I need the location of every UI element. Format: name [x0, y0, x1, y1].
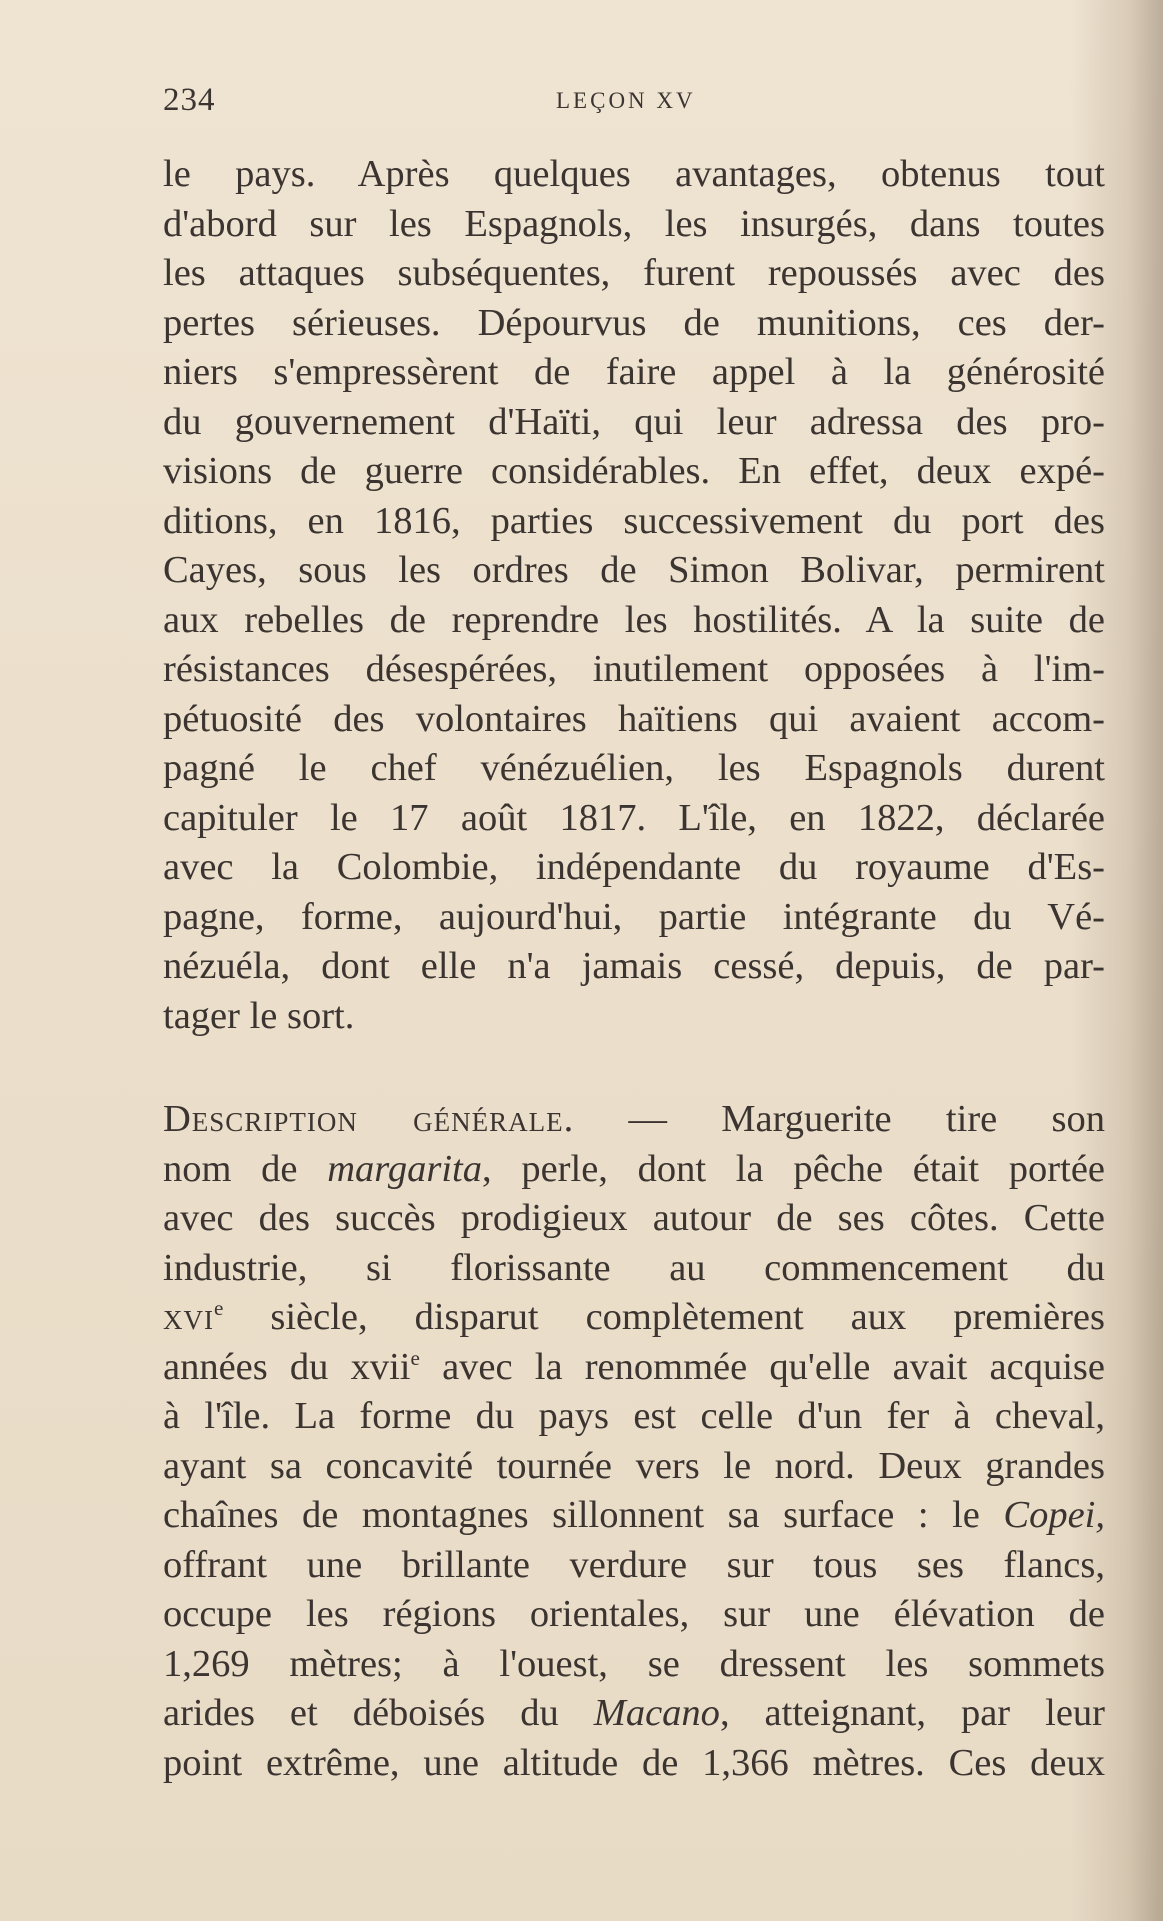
text-line: offrant une brillante verdure sur tous ses flancs,: [163, 1543, 1105, 1586]
text-line: chaînes de montagnes sillonnent sa surface : le Copei,: [163, 1494, 1105, 1536]
text-line: pagné le chef vénézuélien, les Espagnols durent: [163, 747, 1105, 789]
page-header: [163, 82, 723, 122]
text-line: Cayes, sous les ordres de Simon Bolivar, permirent: [163, 549, 1105, 591]
text-line: xvi$^e$ siècle, disparut complètement aux premières: [163, 1296, 1105, 1338]
text-line: avec la Colombie, indépendante du royaume d'Es-: [163, 846, 1105, 888]
text-line: ditions, en 1816, parties successivement du port des: [163, 499, 1105, 542]
text-line: pertes sérieuses. Dépourvus de munitions, ces der-: [163, 301, 1105, 344]
text-line: 1,269 mètres; à l'ouest, se dressent les sommets: [163, 1642, 1105, 1685]
text-line: résistances désespérées, inutilement opposées à l'im-: [163, 648, 1105, 690]
text-line: occupe les régions orientales, sur une élévation de: [163, 1593, 1105, 1635]
text-line: pétuosité des volontaires haïtiens qui avaient accom-: [163, 697, 1105, 740]
text-line: le pays. Après quelques avantages, obtenus tout: [163, 153, 1105, 195]
text-line: pagne, forme, aujourd'hui, partie intégrante du Vé-: [163, 895, 1105, 938]
italic-term: Macano: [593, 1692, 720, 1734]
page-number: 234: [163, 82, 216, 118]
section-heading: Description générale.: [163, 1098, 575, 1140]
text-line: nézuéla, dont elle n'a jamais cessé, depuis, de par-: [163, 945, 1105, 987]
text-line: visions de guerre considérables. En effet, deux expé-: [163, 450, 1105, 492]
text-line: niers s'empressèrent de faire appel à la générosité: [163, 351, 1105, 393]
paragraph-history: [163, 150, 1105, 1041]
running-head: LEÇON XV: [556, 88, 696, 113]
text-line: aux rebelles de reprendre les hostilités. A la suite de: [163, 598, 1105, 641]
text-line: industrie, si florissante au commencement du: [163, 1246, 1105, 1289]
text-line: tager le sort.: [163, 994, 355, 1037]
text-line: Description générale. — Marguerite tire son: [163, 1098, 1106, 1140]
text-line: années du xvii$^e$ avec la renommée qu'elle avait acquise: [163, 1345, 1106, 1388]
text-line: à l'île. La forme du pays est celle d'un fer à cheval,: [163, 1395, 1105, 1437]
text-line: ayant sa concavité tournée vers le nord. Deux grandes: [163, 1444, 1105, 1487]
text-line: point extrême, une altitude de 1,366 mètres. Ces deux: [163, 1741, 1105, 1784]
text-line: avec des succès prodigieux autour de ses côtes. Cette: [163, 1197, 1105, 1239]
text-line: les attaques subséquentes, furent repoussés avec des: [163, 252, 1105, 294]
paragraph-description: [163, 1095, 1105, 1788]
text-line: capituler le 17 août 1817. L'île, en 1822, déclarée: [163, 796, 1105, 839]
text-line: d'abord sur les Espagnols, les insurgés, dans toutes: [163, 202, 1105, 245]
italic-term: margarita: [327, 1147, 482, 1190]
text-line: du gouvernement d'Haïti, qui leur adressa des pro-: [163, 400, 1105, 443]
text-line: nom de margarita, perle, dont la pêche était portée: [163, 1147, 1105, 1190]
text-line: arides et déboisés du Macano, atteignant, par leur: [163, 1692, 1105, 1734]
italic-term: Copei,: [1003, 1494, 1105, 1536]
